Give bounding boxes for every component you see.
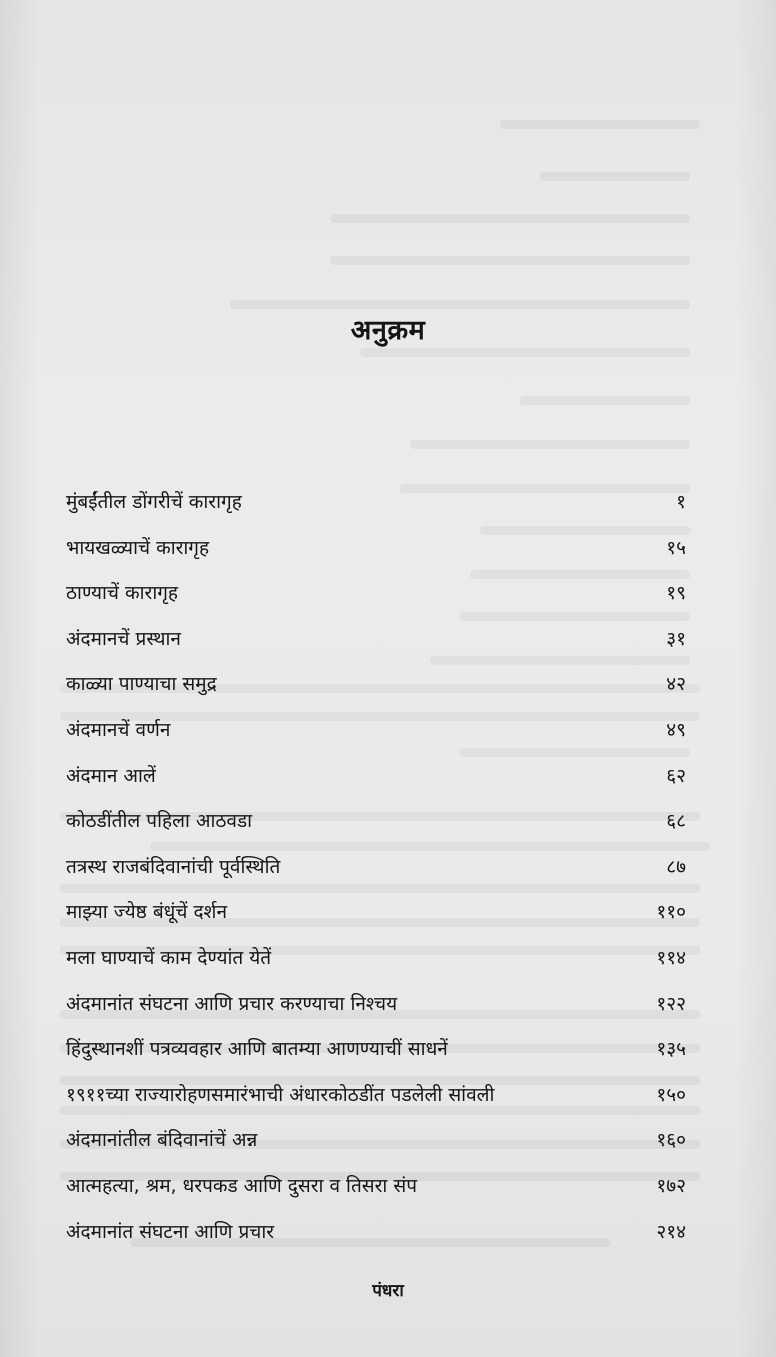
toc-entry[interactable] (66, 1073, 686, 1119)
toc-entry-page: ८७ (666, 855, 686, 878)
toc-entry[interactable] (66, 1210, 686, 1256)
toc-entry[interactable] (66, 662, 686, 708)
toc-entry-page: १७२ (656, 1174, 686, 1197)
toc-entry-title: ठाण्याचें कारागृह (66, 582, 179, 605)
toc-entry-title: कोठडींतील पहिला आठवडा (66, 810, 253, 833)
toc-entry-page: १ (676, 491, 686, 513)
toc-entry-page: ११४ (656, 946, 686, 969)
contents-heading: अनुक्रम (350, 315, 426, 346)
toc-entry-page: १२२ (656, 992, 686, 1015)
toc-entry-title: काळ्या पाण्याचा समुद्र (66, 673, 217, 696)
toc-entry-title: आत्महत्या, श्रम, धरपकड आणि दुसरा व तिसरा संप (66, 1174, 418, 1197)
toc-entry-title: अंदमान आलें (66, 764, 156, 787)
toc-entry[interactable] (66, 1118, 686, 1164)
toc-entry-page: १५ (666, 536, 686, 559)
toc-entry-page: ६२ (666, 764, 686, 787)
toc-entry-page: ११० (656, 901, 686, 924)
toc-entry-title: १९११च्या राज्यारोहणसमारंभाची अंधारकोठडींत पडलेली सांवली (66, 1083, 495, 1106)
toc-entry[interactable] (66, 845, 686, 891)
toc-entry-page: ३१ (666, 627, 686, 650)
toc-entry[interactable] (66, 571, 686, 617)
toc-entry[interactable] (66, 982, 686, 1028)
toc-entry-title: तत्रस्थ राजबंदिवानांची पूर्वस्थिति (66, 855, 281, 878)
toc-entry-title: अंदमानांत संघटना आणि प्रचार करण्याचा निश्चय (66, 992, 398, 1015)
toc-entry-page: ४९ (666, 718, 686, 741)
toc-entry-title: अंदमानांत संघटना आणि प्रचार (66, 1220, 275, 1243)
toc-entry-page: २१४ (656, 1220, 686, 1243)
page-edge-shadow-right (736, 0, 776, 1357)
toc-entry-title: मला घाण्याचें काम देण्यांत येतें (66, 946, 272, 969)
toc-entry-page: ४२ (666, 673, 686, 696)
toc-entry-title: मुंबईंतील डोंगरीचें कारागृह (66, 491, 242, 513)
toc-entry[interactable] (66, 890, 686, 936)
toc-entry[interactable] (66, 708, 686, 754)
toc-entry-page: १५० (656, 1083, 686, 1106)
toc-entry-page: १६० (656, 1129, 686, 1152)
toc-entry-title: अंदमानचें प्रस्थान (66, 627, 181, 650)
toc-entry[interactable] (66, 480, 686, 526)
toc-entry-title: हिंदुस्थानशीं पत्रव्यवहार आणि बातम्या आणण्याचीं साधनें (66, 1038, 448, 1061)
toc-entry[interactable] (66, 936, 686, 982)
table-of-contents (66, 480, 686, 1255)
toc-entry[interactable] (66, 1164, 686, 1210)
page-edge-shadow-left (0, 0, 40, 1357)
toc-entry-title: अंदमानचें वर्णन (66, 718, 171, 741)
toc-entry-title: अंदमानांतील बंदिवानांचें अन्न (66, 1129, 258, 1152)
toc-entry-page: ६८ (666, 810, 686, 833)
toc-entry-title: माझ्या ज्येष्ठ बंधूंचें दर्शन (66, 901, 228, 924)
toc-entry[interactable] (66, 526, 686, 572)
toc-entry-page: १३५ (656, 1038, 686, 1061)
toc-entry-title: भायखळ्याचें कारागृह (66, 536, 210, 559)
toc-entry[interactable] (66, 617, 686, 663)
page-number-folio: पंधरा (372, 1281, 404, 1301)
toc-entry[interactable] (66, 754, 686, 800)
toc-entry-page: १९ (666, 582, 686, 605)
toc-entry[interactable] (66, 799, 686, 845)
toc-entry[interactable] (66, 1027, 686, 1073)
